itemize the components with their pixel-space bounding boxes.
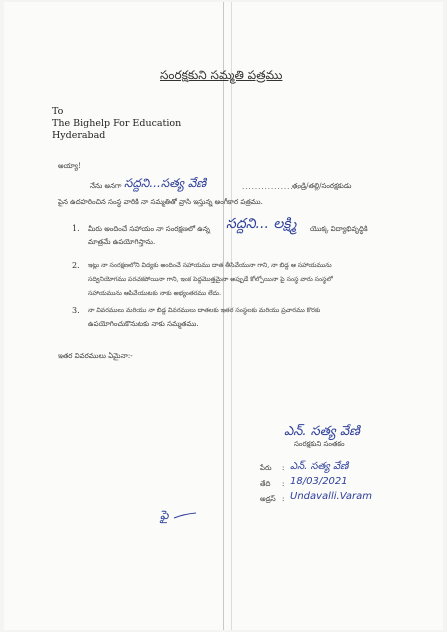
name-value: ఎన్. సత్య వేణి (290, 461, 349, 472)
name-label: పేరు (260, 464, 272, 472)
colon: : (282, 495, 285, 503)
fold-line (223, 2, 224, 630)
signature-caption: సంరక్షకుని సంతకం (294, 440, 345, 448)
guardian-name-handwritten: సద్దని...సత్య వేణి (124, 176, 207, 190)
consent-letter-page (4, 2, 443, 630)
letter-title: సంరక్షకుని సమ్మతి పత్రము (160, 68, 283, 82)
address-label: అడ్రస్ (260, 495, 276, 503)
salutation: అయ్యా! (58, 162, 81, 170)
date-label: తేది (260, 480, 271, 488)
date-value: 18/03/2021 (290, 476, 348, 487)
item1-suffix: యొక్క విద్యాభివృద్ధికి (310, 225, 368, 233)
other-details-label: ఇతర వివరములు ఏమైనా:- (58, 352, 133, 360)
address-org: The Bighelp For Education (52, 118, 182, 129)
item2-line3: సహాయమును ఆపివేయుటకు నాకు అభ్యంతరము లేదు. (88, 290, 221, 297)
item2-line2: సద్వినియోగము పరచకపోయినా గాని, ఇంక పెద్దమొత్తమైనా అప్పుడే కోల్పోయినా పై సంస్థ వారు సంస్థలో (88, 276, 333, 283)
item1-prefix: మీరు అందించే సహాయం నా సంరక్షణలో ఉన్న (88, 225, 210, 233)
dotted-line: .................. (242, 183, 301, 191)
item1-line2: మాత్రమే ఉపయోగిస్తాను. (88, 238, 156, 246)
guardian-signature: ఎన్. సత్య వేణి (284, 424, 360, 439)
intro-prefix: నేను అనగా (90, 182, 122, 190)
item2-line1: ఇట్లు నా సంరక్షణలోని విద్యకు అందించే సహాయము దాత తీసివేయునా గాని, నా బిడ్డ ఆ సహాయమును (88, 262, 332, 269)
bottom-mark: ఫై (160, 508, 169, 522)
intro-line2: పైన ఉదహరించిన సంస్థ వారికి నా సమ్మతితో వ్రాసి ఇస్తున్న అంగీకార పత్రము. (58, 198, 263, 206)
student-name-handwritten: సద్దని... లక్ష్మి (226, 216, 297, 232)
address-value: Undavalli.Varam (290, 491, 373, 502)
colon: : (282, 480, 285, 488)
fold-line-secondary (231, 2, 232, 630)
colon: : (282, 464, 285, 472)
item3-line1: నా వివరములు మరియు నా బిడ్డ వివరములు దాతలకు ఇతర సంస్థలకు మరియు ప్రచారము కొరకు (88, 307, 321, 314)
item-number: 3. (72, 306, 80, 315)
item3-line2: ఉపయోగించుకొనుటకు నాకు సమ్మతము. (88, 320, 199, 328)
bottom-mark-stroke (164, 510, 198, 524)
intro-suffix: తండ్రి/తల్లి/సంరక్షకుడు (292, 182, 352, 190)
item-number: 2. (72, 261, 80, 270)
item-number: 1. (72, 224, 80, 233)
address-city: Hyderabad (52, 130, 106, 141)
address-to: To (52, 106, 64, 117)
